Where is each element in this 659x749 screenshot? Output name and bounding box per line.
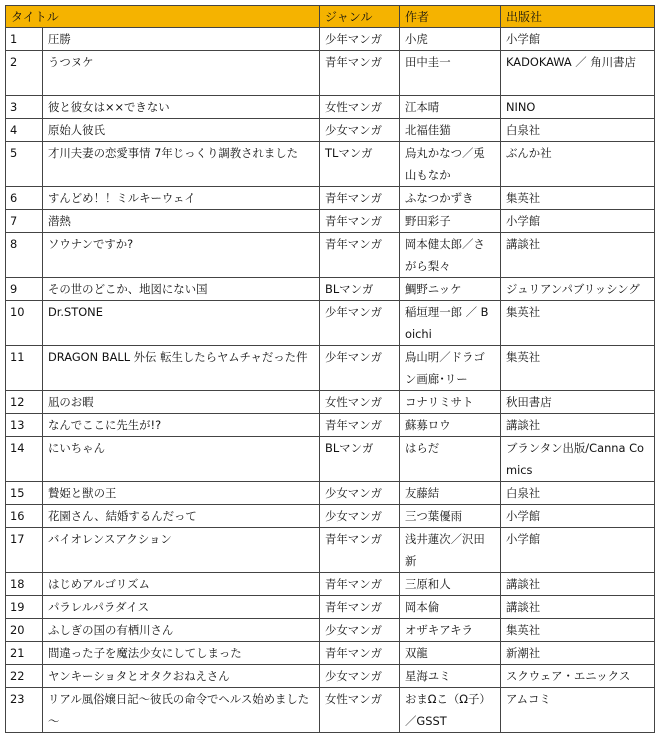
- cell-number: 6: [6, 187, 43, 210]
- cell-genre: 青年マンガ: [320, 187, 400, 210]
- cell-publisher: 小学館: [501, 210, 655, 233]
- cell-publisher: 講談社: [501, 233, 655, 278]
- table-row: [6, 142, 655, 187]
- cell-publisher: アムコミ: [501, 688, 655, 733]
- table-row: [6, 233, 655, 278]
- cell-author: ふなつかずき: [400, 187, 501, 210]
- cell-genre: 少年マンガ: [320, 28, 400, 51]
- cell-author: 浅井蓮次／沢田新: [400, 528, 501, 573]
- cell-number: 13: [6, 414, 43, 437]
- table-row: [6, 665, 655, 688]
- cell-title: なんでここに先生が!?: [43, 414, 320, 437]
- cell-genre: 女性マンガ: [320, 96, 400, 119]
- cell-publisher: 新潮社: [501, 642, 655, 665]
- cell-title: ソウナンですか?: [43, 233, 320, 278]
- table-row: [6, 391, 655, 414]
- cell-publisher: ぶんか社: [501, 142, 655, 187]
- cell-number: 2: [6, 51, 43, 96]
- cell-number: 9: [6, 278, 43, 301]
- cell-author: 三原和人: [400, 573, 501, 596]
- cell-number: 8: [6, 233, 43, 278]
- cell-genre: 青年マンガ: [320, 51, 400, 96]
- table-row: [6, 187, 655, 210]
- cell-genre: 少女マンガ: [320, 482, 400, 505]
- cell-number: 7: [6, 210, 43, 233]
- cell-author: 鳥山明／ドラゴン画廊･リー: [400, 346, 501, 391]
- cell-number: 10: [6, 301, 43, 346]
- cell-genre: 青年マンガ: [320, 528, 400, 573]
- cell-author: コナリミサト: [400, 391, 501, 414]
- cell-number: 23: [6, 688, 43, 733]
- cell-title: すんどめ！！ミルキーウェイ: [43, 187, 320, 210]
- cell-publisher: 小学館: [501, 28, 655, 51]
- table-row: [6, 596, 655, 619]
- cell-number: 15: [6, 482, 43, 505]
- cell-publisher: 秋田書店: [501, 391, 655, 414]
- cell-publisher: NINO: [501, 96, 655, 119]
- cell-author: 鯛野ニッケ: [400, 278, 501, 301]
- cell-publisher: ジュリアンパブリッシング: [501, 278, 655, 301]
- cell-title: 圧勝: [43, 28, 320, 51]
- cell-number: 1: [6, 28, 43, 51]
- table-row: [6, 619, 655, 642]
- table-row: [6, 96, 655, 119]
- cell-title: 花園さん、結婚するんだって: [43, 505, 320, 528]
- cell-author: 江本晴: [400, 96, 501, 119]
- table-row: [6, 346, 655, 391]
- cell-title: その世のどこか、地図にない国: [43, 278, 320, 301]
- table-row: [6, 28, 655, 51]
- header-genre: ジャンル: [320, 6, 400, 28]
- cell-title: ふしぎの国の有栖川さん: [43, 619, 320, 642]
- cell-publisher: 白泉社: [501, 119, 655, 142]
- cell-publisher: KADOKAWA ／ 角川書店: [501, 51, 655, 96]
- table-row: [6, 437, 655, 482]
- cell-publisher: 白泉社: [501, 482, 655, 505]
- cell-title: 凪のお暇: [43, 391, 320, 414]
- cell-number: 11: [6, 346, 43, 391]
- table-row: [6, 573, 655, 596]
- cell-genre: 女性マンガ: [320, 391, 400, 414]
- manga-table-container: [5, 5, 655, 733]
- cell-author: オザキアキラ: [400, 619, 501, 642]
- table-row: [6, 414, 655, 437]
- manga-list-table: [5, 5, 655, 733]
- cell-title: 原始人彼氏: [43, 119, 320, 142]
- cell-publisher: 集英社: [501, 619, 655, 642]
- cell-genre: 少女マンガ: [320, 119, 400, 142]
- cell-genre: 少年マンガ: [320, 301, 400, 346]
- table-row: [6, 301, 655, 346]
- cell-number: 21: [6, 642, 43, 665]
- cell-title: にいちゃん: [43, 437, 320, 482]
- cell-number: 20: [6, 619, 43, 642]
- cell-number: 18: [6, 573, 43, 596]
- cell-publisher: スクウェア・エニックス: [501, 665, 655, 688]
- cell-author: 小虎: [400, 28, 501, 51]
- cell-author: 烏丸かなつ／兎山もなか: [400, 142, 501, 187]
- cell-number: 19: [6, 596, 43, 619]
- cell-genre: 青年マンガ: [320, 642, 400, 665]
- cell-genre: TLマンガ: [320, 142, 400, 187]
- cell-publisher: 講談社: [501, 596, 655, 619]
- cell-genre: BLマンガ: [320, 278, 400, 301]
- cell-title: リアル風俗嬢日記～彼氏の命令でヘルス始めました～: [43, 688, 320, 733]
- cell-title: パラレルパラダイス: [43, 596, 320, 619]
- table-row: [6, 642, 655, 665]
- cell-genre: 青年マンガ: [320, 233, 400, 278]
- cell-author: 岡本倫: [400, 596, 501, 619]
- cell-publisher: 小学館: [501, 528, 655, 573]
- cell-genre: BLマンガ: [320, 437, 400, 482]
- cell-author: 星海ユミ: [400, 665, 501, 688]
- cell-genre: 青年マンガ: [320, 210, 400, 233]
- cell-author: 田中圭一: [400, 51, 501, 96]
- cell-author: おまΩこ（Ω子）／GSST: [400, 688, 501, 733]
- cell-title: うつヌケ: [43, 51, 320, 96]
- cell-title: 才川夫妻の恋愛事情 7年じっくり調教されました: [43, 142, 320, 187]
- cell-title: バイオレンスアクション: [43, 528, 320, 573]
- cell-title: 間違った子を魔法少女にしてしまった: [43, 642, 320, 665]
- cell-author: 野田彩子: [400, 210, 501, 233]
- cell-number: 5: [6, 142, 43, 187]
- cell-title: ヤンキーショタとオタクおねえさん: [43, 665, 320, 688]
- cell-author: はらだ: [400, 437, 501, 482]
- cell-publisher: 講談社: [501, 414, 655, 437]
- cell-genre: 少女マンガ: [320, 619, 400, 642]
- cell-author: 稲垣理一郎 ／ Boichi: [400, 301, 501, 346]
- table-row: [6, 210, 655, 233]
- cell-publisher: 講談社: [501, 573, 655, 596]
- table-row: [6, 505, 655, 528]
- header-author: 作者: [400, 6, 501, 28]
- cell-title: Dr.STONE: [43, 301, 320, 346]
- cell-author: 双龍: [400, 642, 501, 665]
- cell-number: 17: [6, 528, 43, 573]
- table-row: [6, 51, 655, 96]
- cell-publisher: 集英社: [501, 301, 655, 346]
- cell-publisher: 小学館: [501, 505, 655, 528]
- cell-number: 14: [6, 437, 43, 482]
- cell-genre: 女性マンガ: [320, 688, 400, 733]
- cell-publisher: 集英社: [501, 346, 655, 391]
- cell-genre: 青年マンガ: [320, 596, 400, 619]
- cell-author: 岡本健太郎／さがら梨々: [400, 233, 501, 278]
- table-row: [6, 482, 655, 505]
- cell-genre: 少女マンガ: [320, 665, 400, 688]
- cell-genre: 少女マンガ: [320, 505, 400, 528]
- table-body: [6, 28, 655, 733]
- table-row: [6, 528, 655, 573]
- table-row: [6, 119, 655, 142]
- cell-title: はじめアルゴリズム: [43, 573, 320, 596]
- header-publisher: 出版社: [501, 6, 655, 28]
- header-title: タイトル: [6, 6, 320, 28]
- cell-publisher: 集英社: [501, 187, 655, 210]
- cell-number: 22: [6, 665, 43, 688]
- cell-author: 三つ葉優雨: [400, 505, 501, 528]
- cell-publisher: ブランタン出版/Canna Comics: [501, 437, 655, 482]
- table-row: [6, 688, 655, 733]
- cell-number: 16: [6, 505, 43, 528]
- cell-number: 4: [6, 119, 43, 142]
- cell-genre: 青年マンガ: [320, 573, 400, 596]
- cell-genre: 青年マンガ: [320, 414, 400, 437]
- cell-number: 12: [6, 391, 43, 414]
- cell-title: 贄姫と獣の王: [43, 482, 320, 505]
- cell-title: DRAGON BALL 外伝 転生したらヤムチャだった件: [43, 346, 320, 391]
- cell-number: 3: [6, 96, 43, 119]
- cell-genre: 少年マンガ: [320, 346, 400, 391]
- table-row: [6, 278, 655, 301]
- table-header-row: [6, 6, 655, 28]
- cell-author: 北福佳猫: [400, 119, 501, 142]
- cell-title: 潜熱: [43, 210, 320, 233]
- cell-author: 蘇募ロウ: [400, 414, 501, 437]
- cell-title: 彼と彼女は××できない: [43, 96, 320, 119]
- cell-author: 友藤結: [400, 482, 501, 505]
